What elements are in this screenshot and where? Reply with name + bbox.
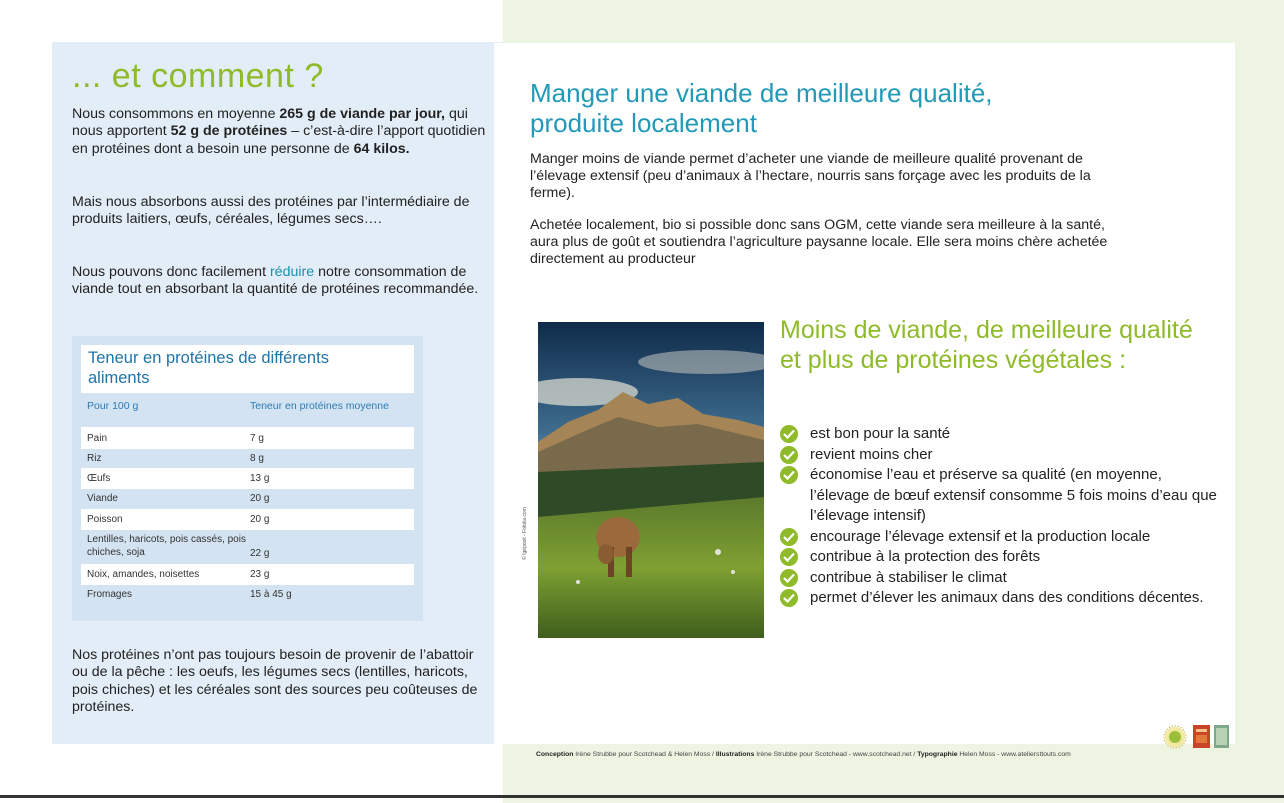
bottom-border [0,795,1284,798]
paragraph-quality: Manger moins de viande permet d’acheter une viande de meilleure qualité provenant de l’élevage extensif (peu d’animaux à l’hectare, nourris sans forçage avec les produits de la ferme). [530,151,1091,201]
table-cell-value: 15 à 45 g [250,589,292,600]
cow-landscape-photo [538,322,764,638]
table-cell-value: 8 g [250,453,264,464]
check-icon [780,589,798,607]
green-logo-icon [1214,725,1229,748]
list-item-text: contribue à la protection des forêts [810,548,1041,565]
sun-logo-icon [1162,725,1188,749]
paragraph-sources: Nos protéines n’ont pas toujours besoin de provenir de l’abattoir ou de la pêche : les oeufs, les légumes secs (lentilles, haricots, pois chiches) et les céréales sont des sources peu coûteuses de protéines. [72,647,478,716]
table-title: Teneur en protéines de différents aliments [88,349,329,387]
table-cell-food: Poisson [87,514,123,525]
photo-credit: © Igéposit - Fotolia.com [522,507,528,560]
benefits-list [780,424,1222,609]
table-cell-food: Fromages [87,589,133,600]
table-cell-value: 20 g [250,514,270,525]
check-icon [780,466,798,484]
table-header-protein: Teneur en protéines moyenne [250,400,389,412]
table-cell-food: Viande [87,493,118,504]
list-item-text: est bon pour la santé [810,425,951,442]
footer-label-illustrations: Illustrations [715,751,755,758]
red-logo-icon [1193,725,1210,748]
list-item-text: permet d’élever les animaux dans des conditions décentes. [810,589,1204,606]
table-cell-food: Noix, amandes, noisettes [87,569,200,580]
table-cell-food: Œufs [87,473,111,484]
list-item [780,424,1222,445]
text-span: notre consommation de viande tout en absorbant la quantité de protéines recommandée. [72,264,479,298]
table-row [81,468,414,489]
footer-text: Irène Strubbe pour Scotchead & Helen Moss / [573,751,716,758]
text-span: – c’est-à-dire l’apport quotidien en protéines dont a besoin une personne de [72,123,486,157]
check-icon [780,548,798,566]
check-icon [780,425,798,443]
text-span: Nous pouvons donc facilement [72,264,270,280]
list-item-text: revient moins cher [810,445,933,463]
list-item-text: encourage l’élevage extensif et la production locale [810,527,1151,545]
bold-protein-amount: 52 g de protéines [170,123,288,140]
list-item [780,547,1222,568]
list-item [780,527,1222,548]
table-cell-value: 23 g [250,569,270,580]
list-item [780,588,1222,609]
list-item [780,445,1222,466]
table-cell-value: 22 g [250,548,270,559]
left-heading: ... et comment ? [72,57,324,95]
footer-text: Irène Strubbe pour Scotchead - www.scotchead.net / [754,751,918,758]
text-span: qui nous apportent [72,106,468,140]
credits-footer [536,751,1071,758]
right-heading: Manger une viande de meilleure qualité, produite localement [530,78,993,138]
table-cell-food: Pain [87,433,108,444]
list-item-text: économise l’eau et préserve sa qualité (en moyenne, l’élevage de bœuf extensif consomme 5 fois moins d’eau que l’élevage intensif) [810,466,1217,524]
paragraph-reduce [72,264,487,299]
check-icon [780,569,798,587]
check-icon [780,446,798,464]
table-cell-value: 7 g [250,433,264,444]
bold-weight: 64 kilos. [353,140,410,157]
reduce-highlight: réduire [269,264,315,280]
table-cell-food: Riz [87,453,102,464]
footer-text: Helen Moss - www.ateliersttouts.com [957,751,1071,758]
text-span: Nous consommons en moyenne [72,106,280,122]
list-item-text: contribue à stabiliser le climat [810,568,1007,586]
paragraph-consumption [72,106,492,158]
paragraph-local: Achetée localement, bio si possible donc sans OGM, cette viande sera meilleure à la santé, aura plus de goût et soutiendra l’agriculture paysanne locale. Elle sera moins chère achetée directement au producteur [530,217,1108,267]
table-header-food: Pour 100 g [87,400,139,412]
table-row [81,427,414,449]
table-cell-value: 13 g [250,473,270,484]
footer-label-conception: Conception [536,751,574,758]
list-item [780,568,1222,589]
bold-meat-amount: 265 g de viande par jour, [279,106,445,122]
table-row [81,509,414,530]
green-subheading: Moins de viande, de meilleure qualité et plus de protéines végétales : [780,316,1193,374]
landscape-illustration [538,322,764,638]
table-title-box [81,345,414,393]
table-cell-value: 20 g [250,493,270,504]
list-item [780,465,1222,527]
table-cell-food: Lentilles, haricots, pois cassés, pois chiches, soja [87,534,246,558]
check-icon [780,528,798,546]
footer-label-typographie: Typographie [917,751,958,758]
paragraph-absorption: Mais nous absorbons aussi des protéines par l’intermédiaire de produits laitiers, œufs, céréales, légumes secs…. [72,194,470,228]
